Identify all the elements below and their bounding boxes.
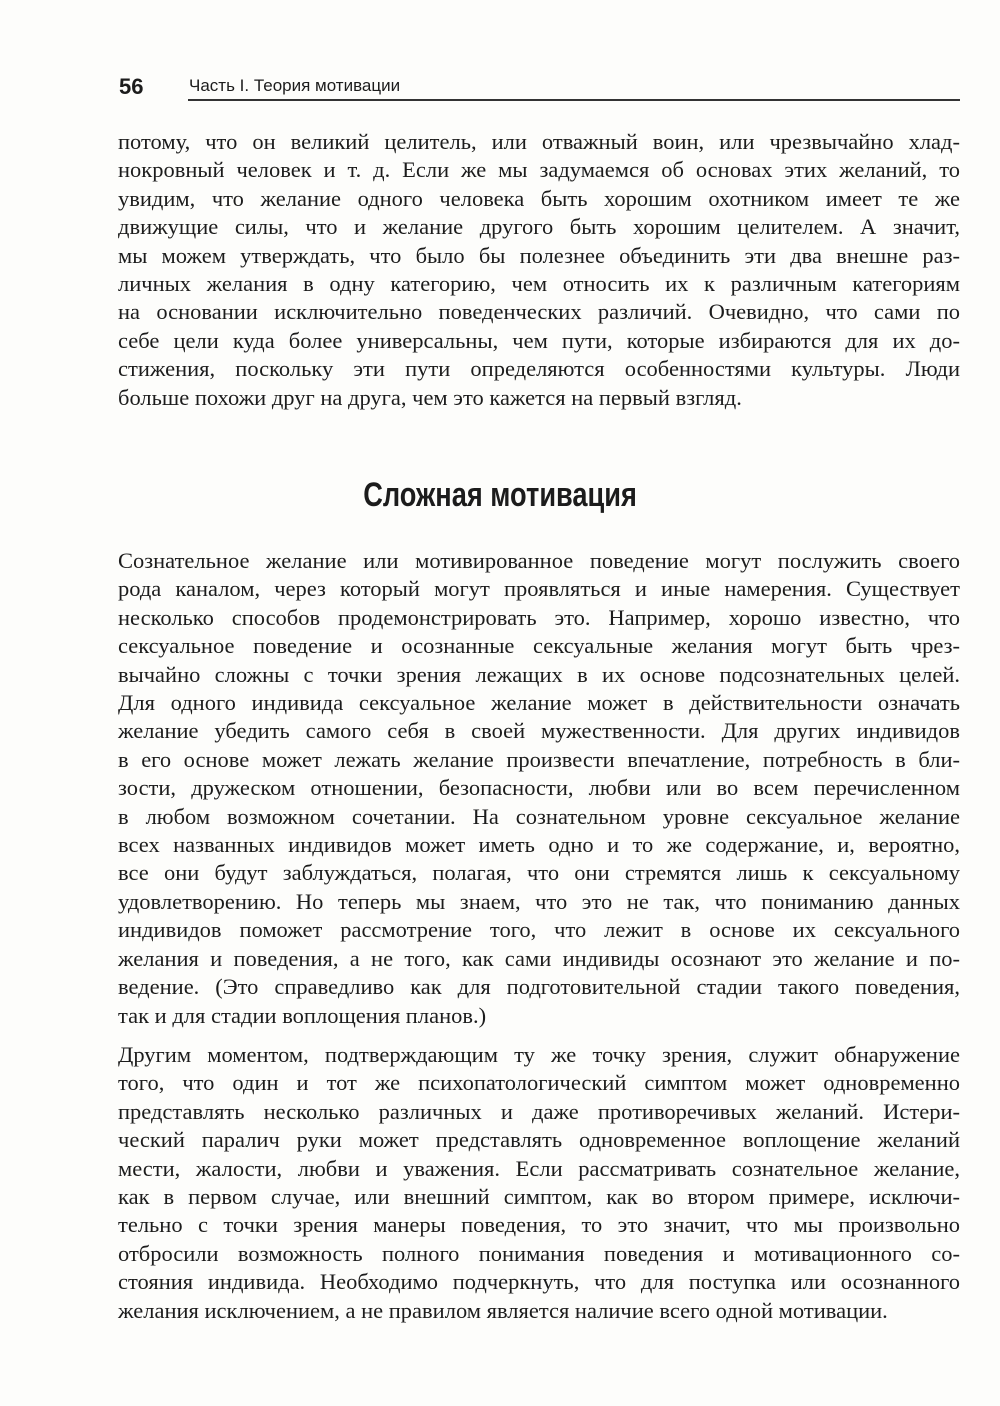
- text-line: Сознательное желание или мотивированное поведение могут послужить своего: [118, 548, 960, 573]
- text-line: рода каналом, через который могут проявляться и иные намерения. Существует: [118, 576, 960, 602]
- section-heading-text: Сложная мотивация: [363, 476, 637, 514]
- text-line: в его основе может лежать желание произвести впечатление, потребность в бли-: [118, 746, 960, 772]
- text-line: потому, что он великий целитель, или отважный воин, или чрезвычайно хлад-: [118, 129, 960, 154]
- text-line: тельно с точки зрения манеры поведения, то это значит, что мы произвольно: [118, 1212, 960, 1238]
- text-line: того, что один и тот же психопатологический симптом может одновременно: [118, 1070, 960, 1096]
- text-line: всех названных индивидов может иметь одно и то же содержание, и, вероятно,: [118, 832, 960, 858]
- text-line: больше похожи друг на друга, чем это кажется на первый взгляд.: [118, 384, 742, 410]
- text-line: желания и поведения, а не того, как сами индивиды осознают это желание и по-: [118, 945, 960, 971]
- text-line: желание убедить самого себя в своей мужественности. Для других индивидов: [118, 718, 960, 744]
- text-line: ведение. (Это справедливо как для подготовительной стадии такого поведения,: [118, 974, 960, 1000]
- text-line: стояния индивида. Необходимо подчеркнуть, что для поступка или осознанного: [118, 1269, 960, 1295]
- text-line: на основании исключительно поведенческих различий. Очевидно, что сами по: [118, 299, 960, 325]
- text-line: движущие силы, что и желание другого быть хорошим целителем. А значит,: [118, 214, 960, 240]
- text-line: все они будут заблуждаться, полагая, что они стремятся лишь к сексуальному: [118, 860, 960, 886]
- text-line: несколько способов продемонстрировать это. Например, хорошо известно, что: [118, 604, 960, 630]
- text-line: личных желания в одну категорию, чем относить их к различным категориям: [118, 271, 960, 297]
- text-line: индивидов поможет рассмотрение того, что лежит в основе их сексуального: [118, 917, 960, 943]
- text-line: ческий паралич руки может представлять одновременное воплощение желаний: [118, 1127, 960, 1153]
- text-line: сексуальное поведение и осознанные сексуальные желания могут быть чрез-: [118, 633, 960, 659]
- text-line: вычайно сложны с точки зрения лежащих в их основе подсознательных целей.: [118, 661, 960, 687]
- page-number: 56: [119, 74, 144, 99]
- text-line: стижения, поскольку эти пути определяются особенностями культуры. Люди: [118, 356, 960, 382]
- text-line: мы можем утверждать, что было бы полезнее объединить эти два внешне раз-: [118, 242, 960, 268]
- header-rule: [188, 99, 960, 101]
- text-line: в любом возможном сочетании. На сознательном уровне сексуальное желание: [118, 803, 960, 829]
- text-line: увидим, что желание одного человека быть хорошим охотником имеет те же: [118, 185, 960, 211]
- text-line: желания исключением, а не правилом является наличие всего одной мотивации.: [118, 1297, 888, 1323]
- running-head: Часть I. Теория мотивации: [189, 76, 401, 95]
- section-heading: [0, 476, 1000, 515]
- text-line: удовлетворению. Но теперь мы знаем, что это не так, что пониманию данных: [118, 888, 960, 914]
- text-line: зости, дружеском отношении, безопасности, любви или во всем перечисленном: [118, 775, 960, 801]
- text-line: Другим моментом, подтверждающим ту же точку зрения, служит обнаружение: [118, 1042, 960, 1067]
- paragraph: [118, 128, 960, 412]
- text-line: представлять несколько различных и даже противоречивых желаний. Истери-: [118, 1098, 960, 1124]
- text-line: как в первом случае, или внешний симптом, как во втором примере, исключи-: [118, 1184, 960, 1210]
- text-line: отбросили возможность полного понимания поведения и мотивационного со-: [118, 1240, 960, 1266]
- text-line: мести, жалости, любви и уважения. Если рассматривать сознательное желание,: [118, 1155, 960, 1181]
- text-line: нокровный человек и т. д. Если же мы задумаемся об основах этих желаний, то: [118, 157, 960, 183]
- paragraph: [118, 547, 960, 1030]
- text-line: себе цели куда более универсальны, чем пути, которые избираются для их до-: [118, 327, 960, 353]
- paragraph: [118, 1041, 960, 1325]
- text-line: Для одного индивида сексуальное желание может в действительности означать: [118, 690, 960, 716]
- text-line: так и для стадии воплощения планов.): [118, 1002, 487, 1028]
